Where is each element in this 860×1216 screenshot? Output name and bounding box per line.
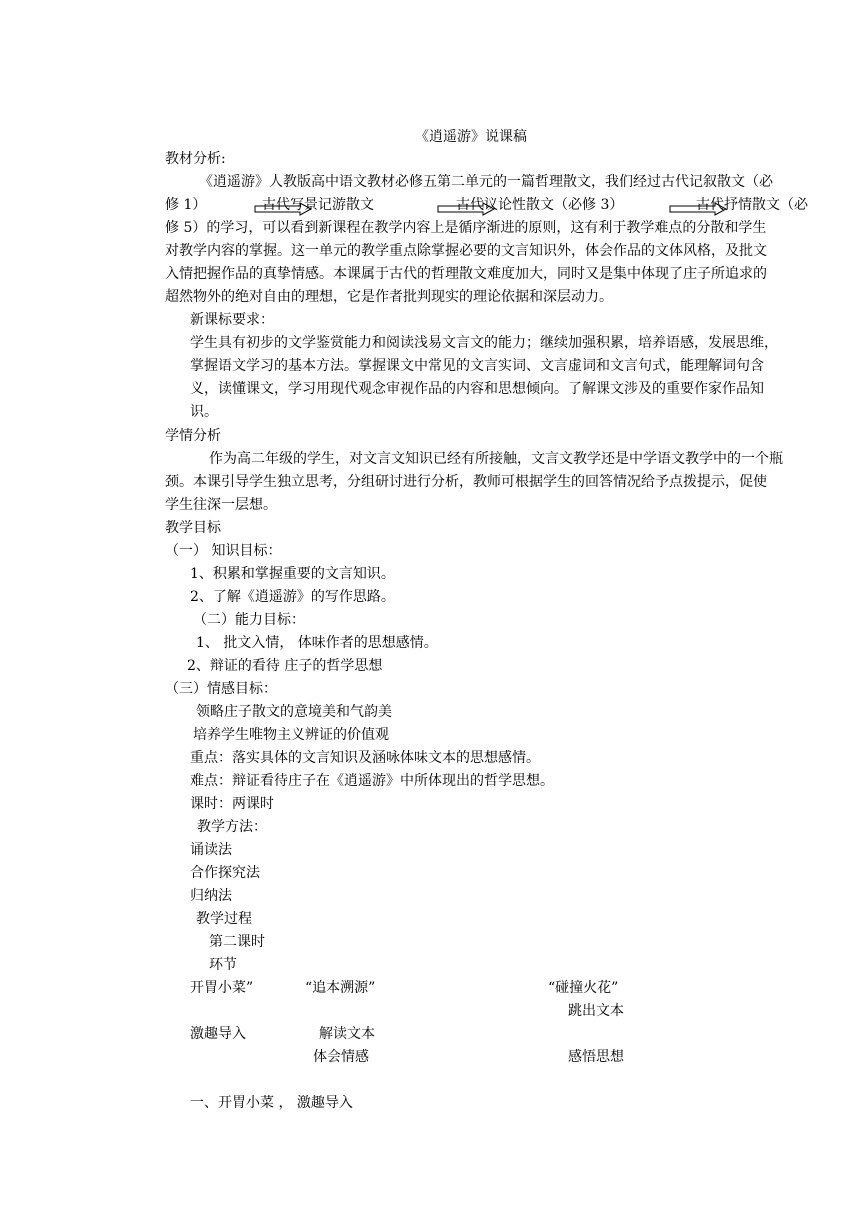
- paragraph-line: 掌握语文学习的基本方法。掌握课文中常见的文言实词、文言虚词和文言句式，能理解词句含: [190, 358, 764, 374]
- heading-material-analysis: 教材分析:: [165, 151, 226, 167]
- paragraph-line: 古代议论性散文（必修 3）: [456, 197, 624, 213]
- paragraph-line: 超然物外的绝对自由的理想，它是作者批判现实的理论依据和深层动力。: [165, 289, 613, 305]
- flow-cell: 感悟思想: [568, 1049, 624, 1065]
- stage-label: 环节: [209, 957, 237, 973]
- class-hours: 课时：两课时: [190, 796, 274, 812]
- goal-item: 1、积累和掌握重要的文言知识。: [190, 566, 395, 582]
- method-item: 归纳法: [190, 888, 232, 904]
- flow-cell: 激趣导入: [190, 1026, 246, 1042]
- paragraph-line: 古代抒情散文（必: [696, 197, 808, 213]
- heading-process: 教学过程: [196, 911, 252, 927]
- goal-heading: （二）能力目标：: [193, 612, 305, 628]
- arrow-icon: [437, 202, 495, 214]
- goal-item: 培养学生唯物主义辨证的价值观: [193, 727, 389, 743]
- arrow-icon: [669, 202, 727, 214]
- method-item: 诵读法: [190, 842, 232, 858]
- paragraph-line: 识。: [190, 404, 218, 420]
- paragraph-line: 修 1）: [165, 197, 207, 213]
- page-title: 《逍遥游》说课稿: [415, 129, 527, 145]
- heading-teaching-goals: 教学目标: [165, 520, 221, 536]
- method-item: 合作探究法: [190, 865, 260, 881]
- goal-heading: （三）情感目标：: [165, 681, 277, 697]
- lesson-label: 第二课时: [209, 934, 265, 950]
- paragraph-line: 古代写景记游散文: [262, 197, 374, 213]
- flow-cell: 解读文本: [319, 1026, 375, 1042]
- section-heading: 一、开胃小菜 ， 激趣导入: [190, 1095, 353, 1111]
- flow-cell: 体会情感: [313, 1049, 369, 1065]
- paragraph-line: 颈。本课引导学生独立思考，分组研讨进行分析，教师可根据学生的回答情况给予点拨提示，促使: [165, 474, 767, 490]
- paragraph-line: 修 5）的学习，可以看到新课程在教学内容上是循序渐进的原则，这有利于教学难点的分散和学生: [165, 220, 767, 236]
- paragraph-line: 学生具有初步的文学鉴赏能力和阅读浅易文言文的能力；继续加强积累，培养语感，发展思维，: [190, 335, 778, 351]
- flow-cell: “碰撞火花”: [548, 980, 619, 996]
- goal-heading: （一） 知识目标：: [165, 543, 282, 559]
- paragraph-line: 对教学内容的掌握。这一单元的教学重点除掌握必要的文言知识外，体会作品的文体风格，及批文: [165, 243, 767, 259]
- paragraph-line: 入情把握作品的真挚情感。本课属于古代的哲理散文难度加大，同时又是集中体现了庄子所追求的: [165, 266, 767, 282]
- flow-cell: “追本溯源”: [305, 980, 376, 996]
- paragraph-line: 学生往深一层想。: [165, 497, 277, 513]
- arrow-icon: [254, 202, 312, 214]
- paragraph-line: 《逍遥游》人教版高中语文教材必修五第二单元的一篇哲理散文，我们经过古代记叙散文（必: [199, 174, 773, 190]
- flow-cell: 开胃小菜”: [190, 980, 254, 996]
- flow-cell: 跳出文本: [568, 1003, 624, 1019]
- heading-methods: 教学方法：: [197, 819, 267, 835]
- goal-item: 2、辩证的看待 庄子的哲学思想: [187, 658, 383, 674]
- goal-item: 2、了解《逍遥游》的写作思路。: [190, 589, 395, 605]
- paragraph-line: 作为高二年级的学生，对文言文知识已经有所接触，文言文教学还是中学语文教学中的一个瓶: [209, 451, 783, 467]
- heading-student-analysis: 学情分析: [165, 428, 221, 444]
- goal-item: 领略庄子散文的意境美和气韵美: [196, 704, 392, 720]
- heading-new-standard: 新课标要求：: [190, 312, 274, 328]
- paragraph-line: 义，读懂课文，学习用现代观念审视作品的内容和思想倾向。了解课文涉及的重要作家作品知: [190, 381, 764, 397]
- difficulty: 难点：辩证看待庄子在《逍遥游》中所体现出的哲学思想。: [190, 773, 554, 789]
- key-point: 重点：落实具体的文言知识及涵咏体味文本的思想感情。: [190, 750, 540, 766]
- goal-item: 1、 批文入情， 体味作者的思想感情。: [196, 635, 438, 651]
